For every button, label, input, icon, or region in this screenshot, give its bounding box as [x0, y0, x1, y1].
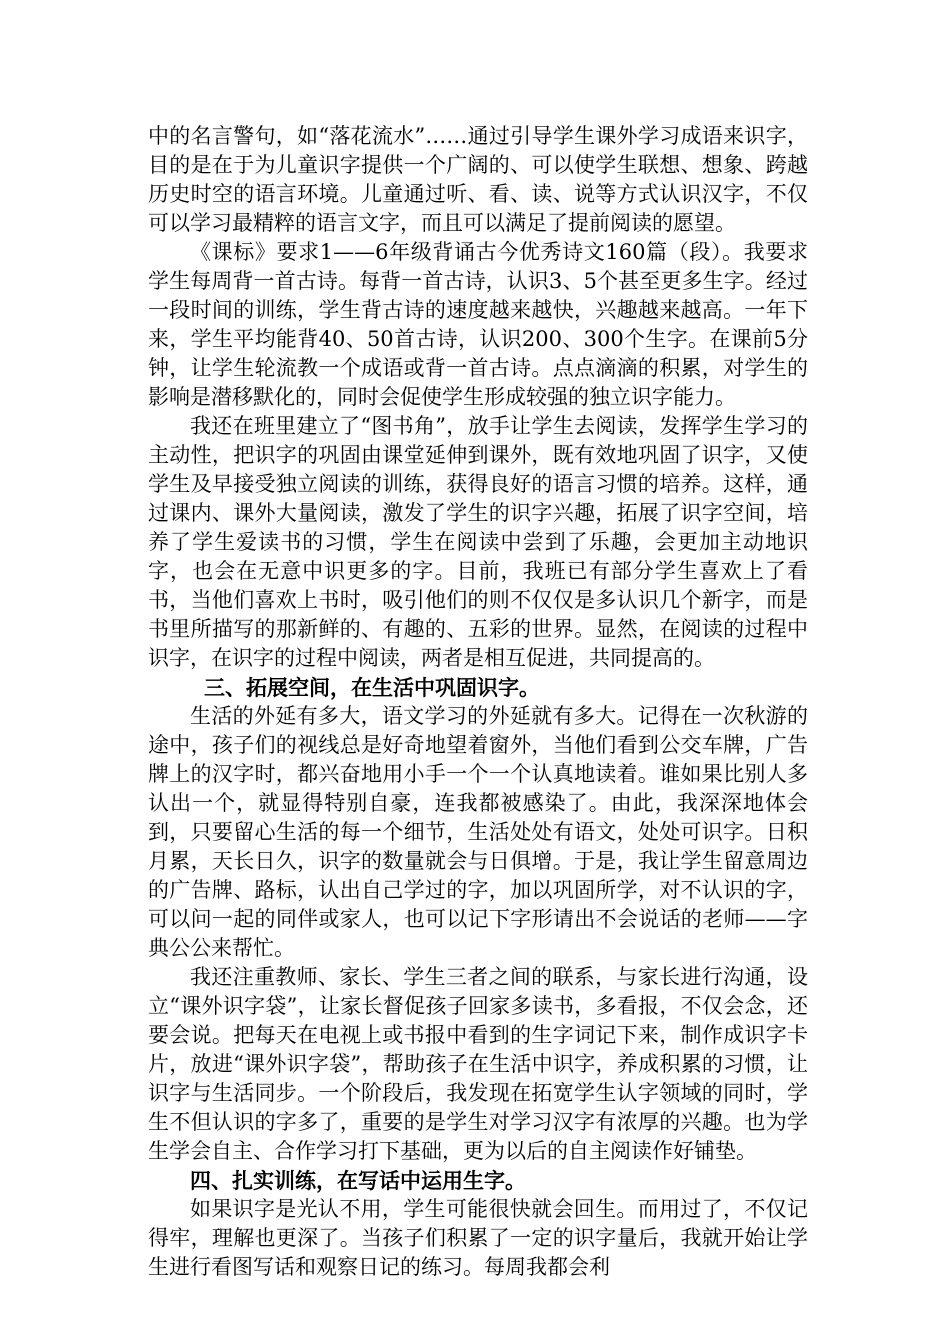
paragraph-continued: 中的名言警句，如“落花流水”……通过引导学生课外学习成语来识字，目的是在于为儿童识字提供一个广阔的、可以使学生联想、想象、跨越历史时空的语言环境。儿童通过听、看、读、说等方式认识汉字，不仅可以学习最精粹的语言文字，而且可以满足了提前阅读的愿望。: [148, 124, 808, 235]
paragraph-life-literacy: 生活的外延有多大，语文学习的外延就有多大。记得在一次秋游的途中，孩子们的视线总是好奇地望着窗外，当他们看到公交车牌，广告牌上的汉字时，都兴奋地用小手一个一个认真地读着。谁如果比别人多认出一个，就显得特别自豪，连我都被感染了。由此，我深深地体会到，只要留心生活的每一个细节，生活处处有语文，处处可识字。日积月累，天长日久，识字的数量就会与日俱增。于是，我让学生留意周边的广告牌、路标，认出自己学过的字，加以巩固所学，对不认识的字，可以问一起的同伴或家人，也可以记下字形请出不会说话的老师——字典公公来帮忙。: [148, 704, 808, 960]
paragraph-ancient-poems: 《课标》要求1——6年级背诵古今优秀诗文160篇（段）。我要求学生每周背一首古诗。每背一首古诗，认识3、5个甚至更多生字。经过一段时间的训练，学生背古诗的速度越来越快，兴趣越来越高。一年下来，学生平均能背40、50首古诗，认识200、300个生字。在课前5分钟，让学生轮流教一个成语或背一首古诗。点点滴滴的积累，对学生的影响是潜移默化的，同时会促使学生形成较强的独立识字能力。: [148, 240, 808, 409]
document-body: [148, 122, 808, 1282]
section-heading-3: 三、拓展空间，在生活中巩固识字。: [204, 675, 540, 700]
section-heading-4: 四、扎实训练，在写话中运用生字。: [190, 1168, 526, 1193]
paragraph-literacy-bag: 我还注重教师、家长、学生三者之间的联系，与家长进行沟通，设立“课外识字袋”，让家长督促孩子回家多读书，多看报，不仅会念，还要会说。把每天在电视上或书报中看到的生字词记下来，制作成识字卡片，放进“课外识字袋”，帮助孩子在生活中识字，养成积累的习惯，让识字与生活同步。一个阶段后，我发现在拓宽学生认字领域的同时，学生不但认识的字多了，重要的是学生对学习汉字有浓厚的兴趣。也为学生学会自主、合作学习打下基础，更为以后的自主阅读作好铺垫。: [148, 965, 808, 1163]
paragraph-book-corner: 我还在班里建立了“图书角”，放手让学生去阅读，发挥学生学习的主动性，把识字的巩固由课堂延伸到课外，既有效地巩固了识字，又使学生及早接受独立阅读的训练，获得良好的语言习惯的培养。这样，通过课内、课外大量阅读，激发了学生的识字兴趣，拓展了识字空间，培养了学生爱读书的习惯，学生在阅读中尝到了乐趣，会更加主动地识字，也会在无意中识更多的字。目前，我班已有部分学生喜欢上了看书，当他们喜欢上书时，吸引他们的则不仅仅是多认识几个新字，而是书里所描写的那新鲜的、有趣的、五彩的世界。显然，在阅读的过程中识字，在识字的过程中阅读，两者是相互促进，共同提高的。: [148, 414, 808, 670]
paragraph-writing-practice: 如果识字是光认不用，学生可能很快就会回生。而用过了，不仅记得牢，理解也更深了。当孩子们积累了一定的识字量后，我就开始让学生进行看图写话和观察日记的练习。每周我都会利: [148, 1197, 808, 1279]
